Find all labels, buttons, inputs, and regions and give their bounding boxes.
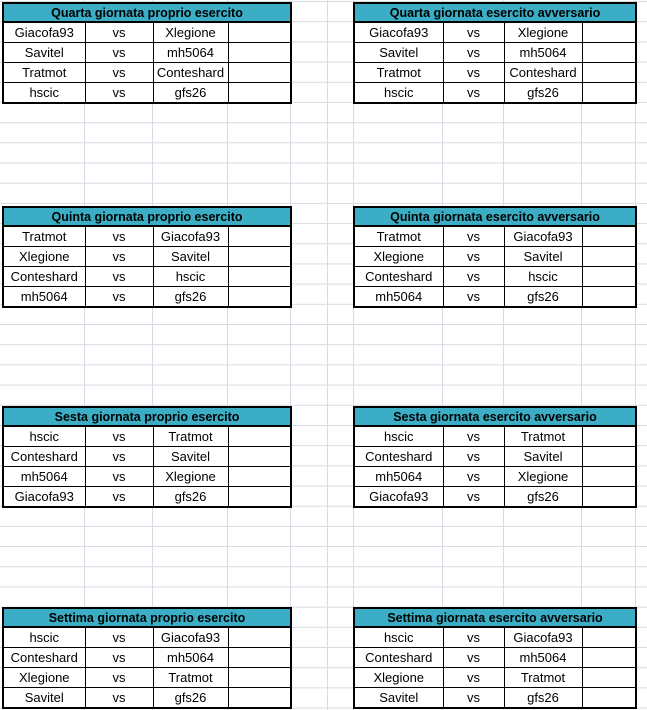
vs-cell[interactable]: vs bbox=[443, 226, 504, 247]
home-team-cell[interactable]: hscic bbox=[3, 83, 85, 104]
result-cell[interactable] bbox=[582, 426, 636, 447]
vs-cell[interactable]: vs bbox=[443, 668, 504, 688]
match-row bbox=[354, 627, 636, 648]
match-row bbox=[354, 22, 636, 43]
vs-cell[interactable]: vs bbox=[85, 247, 153, 267]
home-team-cell[interactable]: Savitel bbox=[354, 43, 443, 63]
away-team-cell[interactable]: gfs26 bbox=[504, 287, 582, 308]
vs-cell[interactable]: vs bbox=[85, 226, 153, 247]
result-cell[interactable] bbox=[228, 688, 291, 709]
match-row bbox=[354, 287, 636, 308]
vs-cell[interactable]: vs bbox=[85, 668, 153, 688]
fixture-table-proprio-esercito bbox=[2, 2, 292, 104]
away-team-cell[interactable]: gfs26 bbox=[153, 287, 228, 308]
home-team-cell[interactable]: Savitel bbox=[3, 688, 85, 709]
result-cell[interactable] bbox=[228, 627, 291, 648]
home-team-cell[interactable]: Conteshard bbox=[354, 447, 443, 467]
away-team-cell[interactable]: Giacofa93 bbox=[153, 226, 228, 247]
home-team-cell[interactable]: Conteshard bbox=[354, 267, 443, 287]
home-team-cell[interactable]: hscic bbox=[3, 426, 85, 447]
giornata-section bbox=[0, 607, 647, 709]
away-team-cell[interactable]: gfs26 bbox=[504, 487, 582, 508]
vs-cell[interactable]: vs bbox=[443, 43, 504, 63]
away-team-cell[interactable]: Savitel bbox=[153, 247, 228, 267]
match-row bbox=[3, 487, 291, 508]
result-cell[interactable] bbox=[582, 43, 636, 63]
result-cell[interactable] bbox=[582, 226, 636, 247]
home-team-cell[interactable]: Xlegione bbox=[3, 668, 85, 688]
result-cell[interactable] bbox=[582, 487, 636, 508]
home-team-cell[interactable]: Savitel bbox=[354, 688, 443, 709]
home-team-cell[interactable]: Tratmot bbox=[3, 63, 85, 83]
giornata-section bbox=[0, 2, 647, 104]
match-row bbox=[3, 287, 291, 308]
table-title-cell[interactable]: Quarta giornata proprio esercito bbox=[3, 3, 291, 22]
away-team-cell[interactable]: Giacofa93 bbox=[504, 226, 582, 247]
fixture-table-esercito-avversario bbox=[353, 406, 637, 508]
vs-cell[interactable]: vs bbox=[443, 287, 504, 308]
away-team-cell[interactable]: Xlegione bbox=[153, 467, 228, 487]
result-cell[interactable] bbox=[582, 267, 636, 287]
match-row bbox=[354, 426, 636, 447]
table-title-cell[interactable]: Sesta giornata esercito avversario bbox=[354, 407, 636, 426]
vs-cell[interactable]: vs bbox=[85, 22, 153, 43]
match-row bbox=[3, 648, 291, 668]
home-team-cell[interactable]: Conteshard bbox=[3, 267, 85, 287]
away-team-cell[interactable]: gfs26 bbox=[153, 83, 228, 104]
away-team-cell[interactable]: Savitel bbox=[504, 247, 582, 267]
table-header-row bbox=[354, 3, 636, 22]
match-row bbox=[354, 63, 636, 83]
match-row bbox=[3, 226, 291, 247]
table-header-row bbox=[3, 608, 291, 627]
result-cell[interactable] bbox=[582, 688, 636, 709]
away-team-cell[interactable]: hscic bbox=[153, 267, 228, 287]
away-team-cell[interactable]: mh5064 bbox=[504, 43, 582, 63]
vs-cell[interactable]: vs bbox=[85, 487, 153, 508]
fixture-table-esercito-avversario bbox=[353, 2, 637, 104]
match-row bbox=[354, 688, 636, 709]
away-team-cell[interactable]: Savitel bbox=[153, 447, 228, 467]
away-team-cell[interactable]: Xlegione bbox=[504, 467, 582, 487]
match-row bbox=[3, 63, 291, 83]
home-team-cell[interactable]: mh5064 bbox=[354, 287, 443, 308]
match-row bbox=[354, 267, 636, 287]
vs-cell[interactable]: vs bbox=[443, 467, 504, 487]
result-cell[interactable] bbox=[582, 22, 636, 43]
result-cell[interactable] bbox=[228, 247, 291, 267]
match-row bbox=[354, 247, 636, 267]
away-team-cell[interactable]: Xlegione bbox=[153, 22, 228, 43]
home-team-cell[interactable]: Tratmot bbox=[3, 226, 85, 247]
away-team-cell[interactable]: gfs26 bbox=[153, 487, 228, 508]
vs-cell[interactable]: vs bbox=[85, 63, 153, 83]
result-cell[interactable] bbox=[228, 43, 291, 63]
result-cell[interactable] bbox=[228, 267, 291, 287]
fixture-table-esercito-avversario bbox=[353, 206, 637, 308]
vs-cell[interactable]: vs bbox=[85, 648, 153, 668]
match-row bbox=[3, 426, 291, 447]
home-team-cell[interactable]: Giacofa93 bbox=[354, 487, 443, 508]
match-row bbox=[3, 447, 291, 467]
result-cell[interactable] bbox=[228, 287, 291, 308]
away-team-cell[interactable]: Savitel bbox=[504, 447, 582, 467]
match-row bbox=[3, 22, 291, 43]
result-cell[interactable] bbox=[582, 627, 636, 648]
result-cell[interactable] bbox=[582, 63, 636, 83]
home-team-cell[interactable]: mh5064 bbox=[354, 467, 443, 487]
fixture-table-esercito-avversario bbox=[353, 607, 637, 709]
vs-cell[interactable]: vs bbox=[85, 43, 153, 63]
match-row bbox=[3, 668, 291, 688]
away-team-cell[interactable]: Tratmot bbox=[504, 668, 582, 688]
result-cell[interactable] bbox=[228, 22, 291, 43]
vs-cell[interactable]: vs bbox=[443, 688, 504, 709]
result-cell[interactable] bbox=[228, 648, 291, 668]
away-team-cell[interactable]: gfs26 bbox=[504, 83, 582, 104]
home-team-cell[interactable]: hscic bbox=[354, 83, 443, 104]
result-cell[interactable] bbox=[582, 247, 636, 267]
away-team-cell[interactable]: gfs26 bbox=[153, 688, 228, 709]
table-title-cell[interactable]: Quinta giornata proprio esercito bbox=[3, 207, 291, 226]
vs-cell[interactable]: vs bbox=[443, 426, 504, 447]
table-title-cell[interactable]: Sesta giornata proprio esercito bbox=[3, 407, 291, 426]
home-team-cell[interactable]: hscic bbox=[3, 627, 85, 648]
table-header-row bbox=[3, 207, 291, 226]
match-row bbox=[3, 43, 291, 63]
vs-cell[interactable]: vs bbox=[443, 83, 504, 104]
away-team-cell[interactable]: Tratmot bbox=[153, 426, 228, 447]
result-cell[interactable] bbox=[582, 668, 636, 688]
result-cell[interactable] bbox=[228, 487, 291, 508]
home-team-cell[interactable]: Giacofa93 bbox=[3, 487, 85, 508]
table-header-row bbox=[354, 608, 636, 627]
vs-cell[interactable]: vs bbox=[443, 22, 504, 43]
vs-cell[interactable]: vs bbox=[443, 627, 504, 648]
table-header-row bbox=[354, 207, 636, 226]
home-team-cell[interactable]: Conteshard bbox=[3, 648, 85, 668]
home-team-cell[interactable]: Xlegione bbox=[3, 247, 85, 267]
match-row bbox=[354, 648, 636, 668]
away-team-cell[interactable]: gfs26 bbox=[504, 688, 582, 709]
result-cell[interactable] bbox=[228, 467, 291, 487]
match-row bbox=[354, 668, 636, 688]
home-team-cell[interactable]: Xlegione bbox=[354, 668, 443, 688]
match-row bbox=[354, 226, 636, 247]
match-row bbox=[3, 267, 291, 287]
result-cell[interactable] bbox=[228, 426, 291, 447]
home-team-cell[interactable]: Savitel bbox=[3, 43, 85, 63]
vs-cell[interactable]: vs bbox=[443, 63, 504, 83]
home-team-cell[interactable]: hscic bbox=[354, 426, 443, 447]
away-team-cell[interactable]: Conteshard bbox=[153, 63, 228, 83]
result-cell[interactable] bbox=[582, 83, 636, 104]
result-cell[interactable] bbox=[582, 447, 636, 467]
away-team-cell[interactable]: Giacofa93 bbox=[153, 627, 228, 648]
home-team-cell[interactable]: Conteshard bbox=[3, 447, 85, 467]
result-cell[interactable] bbox=[582, 648, 636, 668]
match-row bbox=[3, 688, 291, 709]
giornata-section bbox=[0, 406, 647, 508]
giornata-section bbox=[0, 206, 647, 308]
match-row bbox=[354, 467, 636, 487]
away-team-cell[interactable]: hscic bbox=[504, 267, 582, 287]
vs-cell[interactable]: vs bbox=[85, 688, 153, 709]
away-team-cell[interactable]: mh5064 bbox=[504, 648, 582, 668]
match-row bbox=[354, 43, 636, 63]
result-cell[interactable] bbox=[228, 83, 291, 104]
result-cell[interactable] bbox=[228, 668, 291, 688]
vs-cell[interactable]: vs bbox=[85, 447, 153, 467]
table-title-cell[interactable]: Quarta giornata esercito avversario bbox=[354, 3, 636, 22]
result-cell[interactable] bbox=[228, 447, 291, 467]
away-team-cell[interactable]: Tratmot bbox=[153, 668, 228, 688]
table-header-row bbox=[3, 407, 291, 426]
away-team-cell[interactable]: Giacofa93 bbox=[504, 627, 582, 648]
table-title-cell[interactable]: Settima giornata proprio esercito bbox=[3, 608, 291, 627]
home-team-cell[interactable]: Giacofa93 bbox=[3, 22, 85, 43]
result-cell[interactable] bbox=[582, 287, 636, 308]
home-team-cell[interactable]: Xlegione bbox=[354, 247, 443, 267]
vs-cell[interactable]: vs bbox=[443, 267, 504, 287]
match-row bbox=[3, 467, 291, 487]
table-header-row bbox=[354, 407, 636, 426]
away-team-cell[interactable]: Tratmot bbox=[504, 426, 582, 447]
vs-cell[interactable]: vs bbox=[85, 627, 153, 648]
home-team-cell[interactable]: mh5064 bbox=[3, 467, 85, 487]
home-team-cell[interactable]: hscic bbox=[354, 627, 443, 648]
away-team-cell[interactable]: Xlegione bbox=[504, 22, 582, 43]
match-row bbox=[3, 627, 291, 648]
vs-cell[interactable]: vs bbox=[85, 287, 153, 308]
away-team-cell[interactable]: mh5064 bbox=[153, 648, 228, 668]
match-row bbox=[354, 487, 636, 508]
table-title-cell[interactable]: Quinta giornata esercito avversario bbox=[354, 207, 636, 226]
vs-cell[interactable]: vs bbox=[443, 648, 504, 668]
result-cell[interactable] bbox=[582, 467, 636, 487]
match-row bbox=[354, 83, 636, 104]
fixture-table-proprio-esercito bbox=[2, 206, 292, 308]
result-cell[interactable] bbox=[228, 226, 291, 247]
vs-cell[interactable]: vs bbox=[85, 267, 153, 287]
vs-cell[interactable]: vs bbox=[443, 487, 504, 508]
vs-cell[interactable]: vs bbox=[443, 247, 504, 267]
table-title-cell[interactable]: Settima giornata esercito avversario bbox=[354, 608, 636, 627]
vs-cell[interactable]: vs bbox=[85, 83, 153, 104]
home-team-cell[interactable]: Tratmot bbox=[354, 226, 443, 247]
away-team-cell[interactable]: Conteshard bbox=[504, 63, 582, 83]
match-row bbox=[3, 247, 291, 267]
vs-cell[interactable]: vs bbox=[443, 447, 504, 467]
home-team-cell[interactable]: Tratmot bbox=[354, 63, 443, 83]
home-team-cell[interactable]: Giacofa93 bbox=[354, 22, 443, 43]
away-team-cell[interactable]: mh5064 bbox=[153, 43, 228, 63]
vs-cell[interactable]: vs bbox=[85, 426, 153, 447]
match-row bbox=[354, 447, 636, 467]
home-team-cell[interactable]: Conteshard bbox=[354, 648, 443, 668]
fixture-table-proprio-esercito bbox=[2, 406, 292, 508]
result-cell[interactable] bbox=[228, 63, 291, 83]
table-header-row bbox=[3, 3, 291, 22]
match-row bbox=[3, 83, 291, 104]
fixture-table-proprio-esercito bbox=[2, 607, 292, 709]
vs-cell[interactable]: vs bbox=[85, 467, 153, 487]
home-team-cell[interactable]: mh5064 bbox=[3, 287, 85, 308]
